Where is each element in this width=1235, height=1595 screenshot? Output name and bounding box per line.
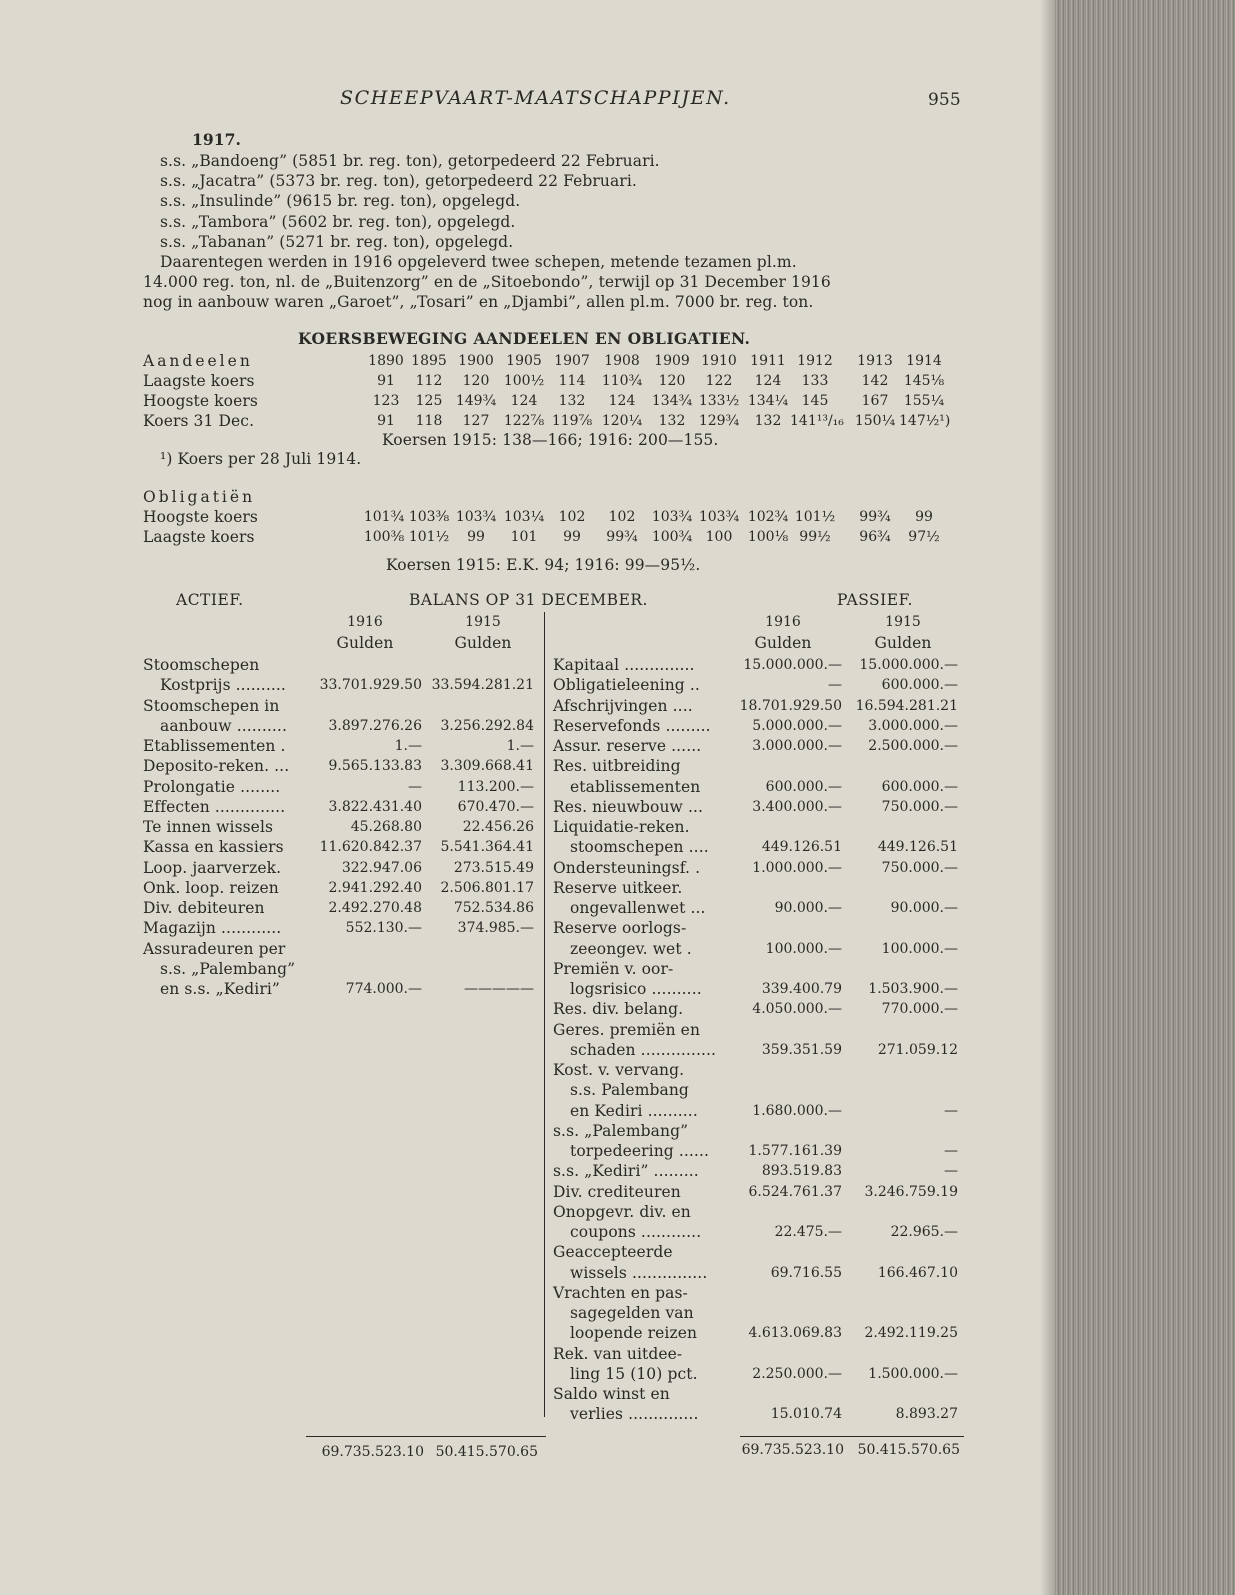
passief-value-1915: 600.000.— (881, 778, 958, 795)
passief-value-1915: 90.000.— (890, 900, 958, 916)
obl-value: 100⅜ (363, 529, 405, 545)
koers-value: 167 (861, 393, 889, 409)
passief-row-label: etablissementen (570, 777, 701, 796)
actief-value-1916: 322.947.06 (341, 859, 422, 876)
koers-value: 124 (754, 373, 782, 389)
obl-value: 103¾ (455, 509, 497, 525)
actief-row-label: Etablissementen . (143, 737, 286, 755)
actief-value-1915: 752.534.86 (453, 900, 534, 916)
passief-value-1915: — (944, 1102, 958, 1119)
actief-value-1915: 33.594.281.21 (431, 677, 534, 694)
koers-value: 112 (415, 373, 443, 389)
actief-value-1915: 273.515.49 (453, 859, 534, 876)
actief-total-1915: 50.415.570.65 (435, 1444, 538, 1460)
koers-year: 1890 (368, 353, 404, 369)
passief-value-1915: 166.467.10 (877, 1264, 958, 1281)
actief-row-label: Deposito-reken. ... (143, 757, 290, 776)
koers-value: 114 (558, 373, 586, 389)
actief-value-1916: 2.492.270.48 (328, 900, 422, 916)
passief-value-1916: 4.050.000.— (752, 1001, 842, 1018)
passief-value-1916: 2.250.000.— (752, 1365, 842, 1382)
actief-year-1915: 1915 (465, 614, 501, 630)
obl-value: 101¾ (363, 509, 405, 525)
koers-value: 91 (377, 373, 395, 389)
passief-row-label: zeeongev. wet . (570, 939, 692, 958)
passief-row-label: verlies .............. (570, 1405, 699, 1424)
actief-row-label: Stoomschepen in (143, 696, 280, 715)
passief-row-label: Assur. reserve ...... (553, 737, 702, 755)
koers-footnote: ¹) Koers per 28 Juli 1914. (160, 450, 362, 468)
actief-value-1916: 11.620.842.37 (319, 839, 422, 856)
obl-value: 100 (705, 529, 733, 545)
passief-value-1915: 3.000.000.— (868, 717, 958, 734)
obl-value: 100¾ (651, 529, 693, 545)
obl-value: 99 (467, 529, 485, 545)
obl-value: 103⅜ (408, 509, 450, 525)
passief-row-label: Premiën v. oor- (553, 959, 674, 978)
koers-year: 1913 (857, 353, 893, 369)
actief-value-1916: 33.701.929.50 (319, 677, 422, 694)
actief-unit-1916: Gulden (336, 634, 394, 652)
passief-row-label: Ondersteuningsf. . (553, 858, 701, 877)
passief-row-label: Kapitaal .............. (553, 656, 695, 674)
passief-row-label: Afschrijvingen .... (553, 696, 693, 715)
obligatien-label: Obligatiën (143, 488, 256, 506)
actief-row-label: Kostprijs .......... (160, 676, 286, 695)
passief-value-1916: 3.400.000.— (752, 798, 842, 815)
koers-value: 133½ (698, 393, 740, 409)
passief-row-label: Res. nieuwbouw ... (553, 797, 704, 816)
passief-value-1915: 1.500.000.— (868, 1365, 958, 1382)
koers-value: 122⅞ (503, 413, 545, 429)
koers-year: 1905 (506, 353, 542, 369)
koers-year: 1900 (458, 353, 494, 369)
actief-total-1916: 69.735.523.10 (321, 1444, 424, 1460)
actief-value-1915: 1.— (506, 738, 534, 754)
actief-value-1915: 3.256.292.84 (440, 717, 534, 734)
koers-value: 123 (372, 393, 400, 409)
passief-value-1916: 1.000.000.— (752, 859, 842, 876)
passief-row-label: Obligatieleening .. (553, 676, 700, 695)
passief-value-1916: 22.475.— (774, 1224, 842, 1240)
actief-value-1915: 5.541.364.41 (440, 839, 534, 856)
passief-total-1916: 69.735.523.10 (741, 1442, 844, 1458)
intro-line: nog in aanbouw waren „Garoet”, „Tosari” en „Djambi”, allen pl.m. 7000 br. reg. ton. (143, 293, 814, 312)
book-page-edges (1055, 0, 1235, 1595)
passief-row-label: Saldo winst en (553, 1385, 670, 1403)
passief-row-label: ling 15 (10) pct. (570, 1364, 698, 1383)
obl-row-label: Hoogste koers (143, 508, 258, 526)
passief-row-label: loopende reizen (570, 1324, 698, 1343)
page-number: 955 (928, 90, 961, 110)
koers-year: 1909 (654, 353, 690, 369)
actief-row-label: Stoomschepen (143, 656, 260, 674)
obl-value: 99½ (799, 529, 831, 545)
passief-row-label: stoomschepen .... (570, 838, 709, 857)
actief-row-label: Assuradeuren per (143, 939, 286, 958)
balans-divider (544, 612, 545, 1417)
koers-value: 110¾ (601, 373, 643, 389)
passief-row-label: Geaccepteerde (553, 1243, 673, 1262)
koers-value: 120¼ (601, 413, 643, 429)
koers-year: 1907 (554, 353, 590, 369)
obl-value: 103¼ (503, 509, 545, 525)
passief-value-1916: 5.000.000.— (752, 717, 842, 734)
koers-value: 142 (861, 373, 889, 389)
koers-row-label: Laagste koers (143, 372, 255, 390)
koers-value: 122 (705, 373, 733, 389)
obl-value: 101 (510, 529, 538, 545)
passief-unit-1915: Gulden (874, 634, 932, 652)
actief-total-rule (306, 1436, 546, 1437)
balans-title: BALANS OP 31 DECEMBER. (409, 591, 648, 609)
koers-value: 145 (801, 393, 829, 409)
koers-value: 119⅞ (551, 413, 593, 429)
passief-row-label: sagegelden van (570, 1304, 694, 1322)
obl-value: 102¾ (747, 509, 789, 525)
actief-value-1915: 113.200.— (457, 778, 534, 795)
passief-row-label: Geres. premiën en (553, 1020, 701, 1039)
actief-value-1915: 3.309.668.41 (440, 758, 534, 775)
passief-row-label: logsrisico .......... (570, 980, 702, 998)
intro-line: s.s. „Tabanan” (5271 br. reg. ton), opgelegd. (160, 232, 514, 251)
passief-value-1915: 770.000.— (881, 1001, 958, 1018)
obl-value: 102 (558, 509, 586, 525)
koers-value: 132 (658, 413, 686, 429)
koers-value: 132 (558, 393, 586, 409)
actief-value-1916: 552.130.— (345, 920, 422, 937)
koers-value: 147½¹) (899, 413, 951, 429)
actief-value-1916: — (408, 778, 422, 795)
passief-value-1915: 22.965.— (890, 1224, 958, 1240)
passief-value-1915: 449.126.51 (877, 839, 958, 856)
koers-value: 129¾ (698, 413, 740, 429)
koers-value: 150¼ (854, 413, 896, 429)
obl-value: 101½ (794, 509, 836, 525)
obl-value: 99 (915, 509, 933, 525)
obl-value: 101½ (408, 529, 450, 545)
koers-year: 1912 (797, 353, 833, 369)
passief-total-rule (740, 1436, 964, 1437)
koers-value: 120 (658, 373, 686, 389)
passief-year-1916: 1916 (765, 614, 801, 630)
passief-value-1915: 750.000.— (881, 798, 958, 815)
passief-row-label: Kost. v. vervang. (553, 1061, 685, 1079)
passief-row-label: Liquidatie-reken. (553, 818, 690, 836)
obl-value: 97½ (908, 529, 940, 545)
koers-value: 127 (462, 413, 490, 429)
actief-value-1915: 22.456.26 (462, 819, 534, 835)
koers-value: 134¼ (747, 393, 789, 409)
passief-value-1915: 2.500.000.— (868, 738, 958, 754)
passief-row-label: Div. crediteuren (553, 1182, 681, 1201)
actief-row-label: Kassa en kassiers (143, 838, 284, 857)
passief-row-label: en Kediri .......... (570, 1101, 698, 1120)
passief-row-label: Onopgevr. div. en (553, 1202, 691, 1221)
actief-value-1916: 774.000.— (345, 981, 422, 997)
intro-line: s.s. „Bandoeng” (5851 br. reg. ton), getorpedeerd 22 Februari. (160, 152, 660, 170)
passief-value-1915: 271.059.12 (877, 1041, 958, 1058)
passief-value-1916: — (828, 677, 842, 694)
passief-value-1916: 339.400.79 (761, 981, 842, 997)
passief-row-label: Rek. van uitdee- (553, 1344, 683, 1363)
actief-value-1915: 374.985.— (457, 920, 534, 937)
passief-value-1916: 3.000.000.— (752, 738, 842, 754)
koers-year: 1911 (750, 353, 786, 369)
actief-value-1915: 2.506.801.17 (440, 879, 534, 896)
koers-value: 100½ (503, 373, 545, 389)
passief-value-1915: 3.246.759.19 (864, 1183, 958, 1200)
passief-row-label: s.s. „Kediri” ......... (553, 1162, 699, 1181)
koers-row-label: Koers 31 Dec. (143, 412, 255, 430)
passief-value-1915: 16.594.281.21 (855, 697, 958, 714)
intro-line: 14.000 reg. ton, nl. de „Buitenzorg” en de „Sitoebondo”, terwijl op 31 December 1916 (143, 273, 831, 292)
obl-value: 96¾ (859, 529, 891, 545)
intro-line: s.s. „Jacatra” (5373 br. reg. ton), getorpedeerd 22 Februari. (160, 172, 637, 191)
actief-row-label: Prolongatie ........ (143, 777, 281, 796)
passief-total-1915: 50.415.570.65 (857, 1442, 960, 1458)
koers-note: Koersen 1915: 138—166; 1916: 200—155. (382, 431, 719, 449)
koers-value: 155¼ (903, 393, 945, 409)
actief-row-label: Te innen wissels (143, 818, 274, 836)
koers-year: 1910 (701, 353, 737, 369)
passief-value-1915: — (944, 1143, 958, 1159)
passief-row-label: coupons ............ (570, 1223, 702, 1241)
koers-value: 132 (754, 413, 782, 429)
obl-value: 99¾ (606, 529, 638, 545)
passief-row-label: Res. uitbreiding (553, 757, 681, 776)
passief-value-1916: 4.613.069.83 (748, 1325, 842, 1342)
actief-row-label: Effecten .............. (143, 797, 286, 816)
passief-value-1916: 1.680.000.— (752, 1102, 842, 1119)
actief-year-1916: 1916 (347, 614, 383, 630)
actief-row-label: Onk. loop. reizen (143, 878, 279, 897)
koers-value: 133 (801, 373, 829, 389)
passief-row-label: torpedeering ...... (570, 1142, 709, 1160)
koers-year: 1908 (604, 353, 640, 369)
passief-value-1916: 1.577.161.39 (748, 1143, 842, 1159)
passief-value-1915: 750.000.— (881, 859, 958, 876)
koers-value: 145⅛ (903, 373, 945, 389)
koers-value: 91 (377, 413, 395, 429)
passief-row-label: s.s. Palembang (570, 1081, 689, 1100)
koers-value: 141¹³/₁₆ (790, 413, 844, 429)
passief-value-1916: 6.524.761.37 (748, 1183, 842, 1200)
passief-value-1915: 2.492.119.25 (864, 1325, 958, 1342)
intro-line: s.s. „Tambora” (5602 br. reg. ton), opgelegd. (160, 212, 516, 231)
passief-row-label: Reserve oorlogs- (553, 919, 687, 938)
actief-row-label: aanbouw .......... (160, 716, 287, 735)
passief-value-1915: 1.503.900.— (868, 981, 958, 997)
koers-value: 125 (415, 393, 443, 409)
koers-value: 124 (608, 393, 636, 409)
intro-line: Daarentegen werden in 1916 opgeleverd twee schepen, metende tezamen pl.m. (160, 253, 797, 271)
koers-value: 134¾ (651, 393, 693, 409)
passief-value-1915: 15.000.000.— (859, 657, 958, 673)
passief-value-1916: 15.010.74 (770, 1406, 842, 1423)
koers-value: 120 (462, 373, 490, 389)
actief-row-label: s.s. „Palembang” (160, 959, 296, 978)
actief-value-1916: 3.897.276.26 (328, 717, 422, 734)
passief-value-1916: 90.000.— (774, 900, 842, 916)
passief-value-1916: 69.716.55 (770, 1264, 842, 1281)
koers-year: 1914 (906, 353, 942, 369)
actief-row-label: Div. debiteuren (143, 899, 265, 917)
passief-title: PASSIEF. (837, 591, 913, 609)
passief-row-label: ongevallenwet ... (570, 899, 706, 917)
passief-row-label: Reservefonds ......... (553, 716, 711, 735)
koers-value: 124 (510, 393, 538, 409)
actief-value-1916: 9.565.133.83 (328, 758, 422, 775)
obl-row-label: Laagste koers (143, 528, 255, 546)
passief-row-label: schaden ............... (570, 1040, 717, 1059)
passief-value-1916: 449.126.51 (761, 839, 842, 856)
obl-value: 100⅛ (747, 529, 789, 545)
passief-value-1915: — (944, 1163, 958, 1180)
passief-value-1916: 15.000.000.— (743, 657, 842, 673)
actief-value-1916: 2.941.292.40 (328, 879, 422, 896)
passief-row-label: Vrachten en pas- (553, 1283, 688, 1302)
obl-value: 103¾ (698, 509, 740, 525)
passief-value-1915: 600.000.— (881, 677, 958, 694)
passief-row-label: s.s. „Palembang” (553, 1121, 689, 1140)
actief-value-1916: 1.— (394, 738, 422, 754)
passief-value-1916: 359.351.59 (761, 1041, 842, 1058)
koers-value: 118 (415, 413, 443, 429)
page-title: SCHEEPVAART-MAATSCHAPPIJEN. (340, 87, 731, 109)
passief-value-1915: 8.893.27 (895, 1406, 958, 1423)
actief-value-1916: 45.268.80 (350, 819, 422, 835)
passief-value-1916: 18.701.929.50 (739, 697, 842, 714)
passief-value-1915: 100.000.— (881, 940, 958, 957)
passief-unit-1916: Gulden (754, 634, 812, 652)
actief-value-1915: 670.470.— (457, 798, 534, 815)
actief-value-1916: 3.822.431.40 (328, 798, 422, 815)
intro-year: 1917. (192, 130, 242, 149)
intro-line: s.s. „Insulinde” (9615 br. reg. ton), opgelegd. (160, 192, 521, 211)
passief-value-1916: 100.000.— (765, 940, 842, 957)
obl-value: 99 (563, 529, 581, 545)
passief-row-label: Reserve uitkeer. (553, 878, 683, 897)
passief-year-1915: 1915 (885, 614, 921, 630)
koers-value: 149¾ (455, 393, 497, 409)
actief-unit-1915: Gulden (454, 634, 512, 652)
passief-row-label: Res. div. belang. (553, 1000, 684, 1019)
koers-row-label: Hoogste koers (143, 392, 258, 410)
actief-row-label: en s.s. „Kediri” (160, 980, 280, 998)
koers-title: KOERSBEWEGING AANDEELEN EN OBLIGATIEN. (298, 329, 751, 348)
obl-note: Koersen 1915: E.K. 94; 1916: 99—95½. (386, 556, 701, 574)
actief-value-1915: ————— (464, 981, 534, 997)
aandeelen-label: Aandeelen (143, 352, 253, 370)
actief-row-label: Loop. jaarverzek. (143, 858, 282, 877)
obl-value: 102 (608, 509, 636, 525)
passief-value-1916: 893.519.83 (761, 1163, 842, 1180)
passief-value-1916: 600.000.— (765, 778, 842, 795)
obl-value: 103¾ (651, 509, 693, 525)
obl-value: 99¾ (859, 509, 891, 525)
koers-year: 1895 (411, 353, 447, 369)
passief-row-label: wissels ............... (570, 1263, 708, 1282)
actief-row-label: Magazijn ............ (143, 919, 282, 938)
actief-title: ACTIEF. (176, 591, 244, 609)
